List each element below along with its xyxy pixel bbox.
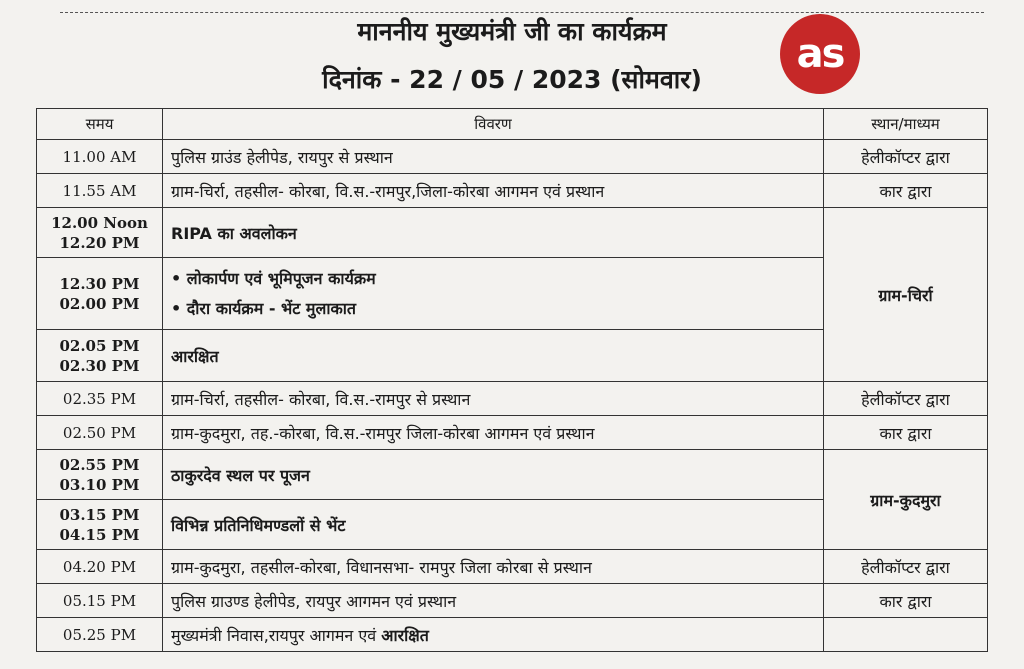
time-cell — [37, 584, 163, 618]
time-start-text: 02.05 PM — [59, 336, 140, 355]
page-title: माननीय मुख्यमंत्री जी का कार्यक्रम — [357, 17, 667, 46]
header-top-rule — [60, 0, 984, 13]
time-cell — [37, 618, 163, 652]
time-text: 05.25 PM — [62, 625, 137, 644]
time-cell — [37, 208, 163, 258]
column-header-description: विवरण — [163, 109, 824, 140]
time-end-text: 12.20 PM — [59, 233, 140, 252]
table-row — [37, 174, 988, 208]
table-row — [37, 584, 988, 618]
time-start-text: 12.30 PM — [59, 274, 140, 293]
description-cell: पुलिस ग्राउण्ड हेलीपेड, रायपुर आगमन एवं प्रस्थान — [163, 584, 824, 618]
table-row — [37, 550, 988, 584]
place-cell: कार द्वारा — [824, 174, 988, 208]
time-text: 04.20 PM — [62, 557, 137, 576]
bullet-item: • लोकार्पण एवं भूमिपूजन कार्यक्रम — [171, 268, 376, 288]
time-text: 11.00 AM — [62, 147, 137, 166]
time-cell — [37, 174, 163, 208]
time-cell — [37, 330, 163, 382]
time-text: 11.55 AM — [62, 181, 137, 200]
time-cell — [37, 140, 163, 174]
description-cell — [163, 618, 824, 652]
table-row — [37, 382, 988, 416]
time-start-text: 03.15 PM — [59, 505, 140, 524]
time-cell — [37, 382, 163, 416]
description-cell: RIPA का अवलोकन — [163, 208, 824, 258]
time-cell — [37, 258, 163, 330]
bullet-item: • दौरा कार्यक्रम - भेंट मुलाकात — [171, 298, 357, 318]
table-header-row — [37, 109, 988, 140]
place-cell: हेलीकॉप्टर द्वारा — [824, 382, 988, 416]
time-end-text: 03.10 PM — [59, 475, 140, 494]
table-row — [37, 450, 988, 500]
description-cell — [163, 258, 824, 330]
time-end-text: 02.30 PM — [59, 356, 140, 375]
time-text: 05.15 PM — [62, 591, 137, 610]
time-cell — [37, 550, 163, 584]
place-cell: कार द्वारा — [824, 416, 988, 450]
description-cell: ग्राम-कुदमुरा, तहसील-कोरबा, विधानसभा- रामपुर जिला कोरबा से प्रस्थान — [163, 550, 824, 584]
schedule-table — [36, 108, 988, 652]
place-cell — [824, 618, 988, 652]
time-end-text: 04.15 PM — [59, 525, 140, 544]
time-cell — [37, 450, 163, 500]
place-cell: हेलीकॉप्टर द्वारा — [824, 550, 988, 584]
place-cell: हेलीकॉप्टर द्वारा — [824, 140, 988, 174]
time-start-text: 12.00 Noon — [51, 213, 148, 232]
time-start-text: 02.55 PM — [59, 455, 140, 474]
table-row — [37, 416, 988, 450]
time-cell — [37, 500, 163, 550]
time-cell — [37, 416, 163, 450]
column-header-time: समय — [37, 109, 163, 140]
description-cell: आरक्षित — [163, 330, 824, 382]
time-end-text: 02.00 PM — [59, 294, 140, 313]
time-text: 02.35 PM — [62, 389, 137, 408]
table-row — [37, 208, 988, 258]
as-logo: as — [780, 14, 860, 94]
date-line: दिनांक - 22 / 05 / 2023 (सोमवार) — [322, 65, 702, 94]
time-text: 02.50 PM — [62, 423, 137, 442]
description-cell: विभिन्न प्रतिनिधिमण्डलों से भेंट — [163, 500, 824, 550]
column-header-place: स्थान/माध्यम — [824, 109, 988, 140]
place-cell: ग्राम-चिर्रा — [824, 208, 988, 382]
description-cell: पुलिस ग्राउंड हेलीपेड, रायपुर से प्रस्थान — [163, 140, 824, 174]
table-row — [37, 140, 988, 174]
place-cell: कार द्वारा — [824, 584, 988, 618]
table-row — [37, 618, 988, 652]
description-cell: ग्राम-चिर्रा, तहसील- कोरबा, वि.स.-रामपुर से प्रस्थान — [163, 382, 824, 416]
description-cell: ग्राम-चिर्रा, तहसील- कोरबा, वि.स.-रामपुर,जिला-कोरबा आगमन एवं प्रस्थान — [163, 174, 824, 208]
description-text: मुख्यमंत्री निवास,रायपुर आगमन एवं — [171, 625, 377, 645]
description-bold-text: आरक्षित — [381, 625, 429, 645]
description-cell: ग्राम-कुदमुरा, तह.-कोरबा, वि.स.-रामपुर जिला-कोरबा आगमन एवं प्रस्थान — [163, 416, 824, 450]
description-cell: ठाकुरदेव स्थल पर पूजन — [163, 450, 824, 500]
place-cell: ग्राम-कुदमुरा — [824, 450, 988, 550]
